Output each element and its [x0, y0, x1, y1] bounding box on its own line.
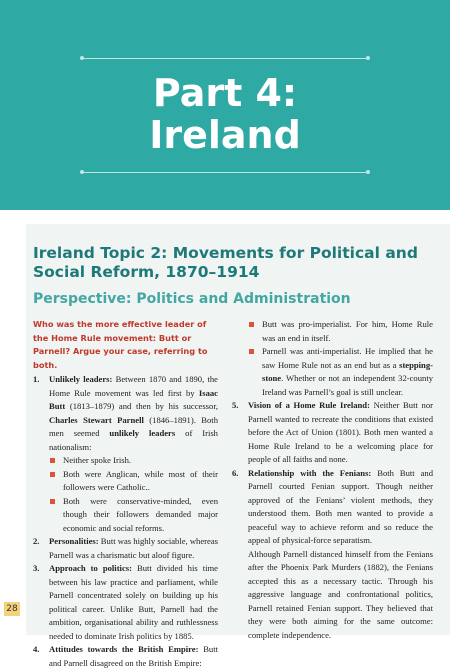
key-question: Who was the more effective leader of the Home Rule movement: Butt or Parnell? Argue your case, referring to both.	[33, 319, 208, 370]
term-unlikely-leaders: unlikely leaders	[109, 428, 176, 438]
point-vision-home-rule	[232, 399, 433, 467]
name-charles-stewart-parnell: Charles Stewart Parnell	[49, 414, 144, 425]
topic-title: Ireland Topic 2: Movements for Political and Social Reform, 1870–1914	[33, 244, 418, 281]
bullet-item: Butt was pro-imperialist. For him, Home Rule was an end in itself.	[248, 318, 433, 345]
point-number: 4.	[33, 644, 40, 654]
point-lead: Relationship with the Fenians:	[248, 467, 372, 478]
right-column	[232, 318, 433, 642]
point-number: 2.	[33, 536, 40, 546]
point-lead: Unlikely leaders:	[49, 374, 113, 384]
point-unlikely-leaders	[33, 373, 218, 454]
point-number: 1.	[33, 374, 40, 384]
banner-top-rule	[82, 58, 368, 59]
point-lead: Approach to politics:	[49, 563, 132, 573]
page-number: 28	[4, 602, 20, 616]
part-title-line2: Ireland	[149, 113, 301, 157]
point-text: Butt and Parnell disagreed on the British Empire:	[49, 644, 218, 668]
point-text: of Irish nationalism:	[49, 428, 218, 452]
point-lead: Vision of a Home Rule Ireland:	[248, 400, 370, 410]
point-text: (1813–1879) and then by his successor,	[65, 401, 218, 411]
point-text: Butt was highly sociable, whereas Parnell was a charismatic but aloof figure.	[49, 536, 218, 560]
point-personalities	[33, 535, 218, 562]
point-text: Butt divided his time between his law practice and parliament, while Parnell concentrated solely on building up his political career. Unlike Butt, Parnell had the ambition, organisational ability and ruthlessness needed to dominate Irish politics by 1885.	[49, 563, 218, 641]
point-lead: Attitudes towards the British Empire:	[49, 644, 199, 654]
point-number: 6.	[232, 467, 239, 478]
part-title-line1: Part 4:	[152, 71, 298, 115]
point-text: (1846–1891). Both men seemed	[49, 414, 218, 438]
bullet-item: Both were conservative-minded, even though their followers demanded major economic and social reforms.	[49, 495, 218, 536]
fenian-paragraph: Although Parnell distanced himself from the Fenians after the Phoenix Park Murders (1882), the Fenians accepted this as a necessary tactic. Through his aggressive language and confrontational politics, Parnell retained Fenian support. They believed that they were both aiming for the same outcome: complete independence.	[248, 548, 433, 640]
name-isaac-butt: Isaac Butt	[49, 387, 218, 411]
part-title	[0, 72, 450, 156]
banner-bottom-rule	[82, 172, 368, 173]
part-banner	[0, 0, 450, 210]
point-text: Both Butt and Parnell courted Fenian support. Though neither approved of the Fenians’ violent methods, they understood them. Both men wanted to provide a peaceful way to achieve reform and so reduce the appeal of physical-force separatism.	[248, 467, 433, 545]
point-relationship-fenians	[232, 467, 433, 548]
bullet-text: . Whether or not an independent 32-county Ireland was Parnell’s goal is still unclear.	[262, 373, 433, 397]
point-attitudes-british-empire	[33, 643, 218, 670]
bullet-item	[248, 345, 433, 399]
term-stepping-stone: stepping-stone	[262, 359, 433, 383]
bullet-item: Neither spoke Irish.	[49, 454, 218, 468]
point-number: 3.	[33, 563, 40, 573]
bullet-item: Both were Anglican, while most of their followers were Catholic..	[49, 468, 218, 495]
bullet-text: Parnell was anti-imperialist. He implied that he saw Home Rule not as an end but as a	[262, 346, 433, 370]
left-column	[33, 318, 218, 670]
point-lead: Personalities:	[49, 536, 99, 546]
point-text: Neither Butt nor Parnell wanted to recreate the conditions that existed before the Act of Union (1801). Both men wanted a Home Rule Ireland to be a welcoming place for people of all faiths and none.	[248, 400, 433, 464]
perspective-heading: Perspective: Politics and Administration	[33, 291, 351, 307]
point-approach-to-politics	[33, 562, 218, 643]
point-number: 5.	[232, 400, 239, 410]
point-text: Between 1870 and 1890, the Home Rule movement was led first by	[49, 374, 218, 398]
